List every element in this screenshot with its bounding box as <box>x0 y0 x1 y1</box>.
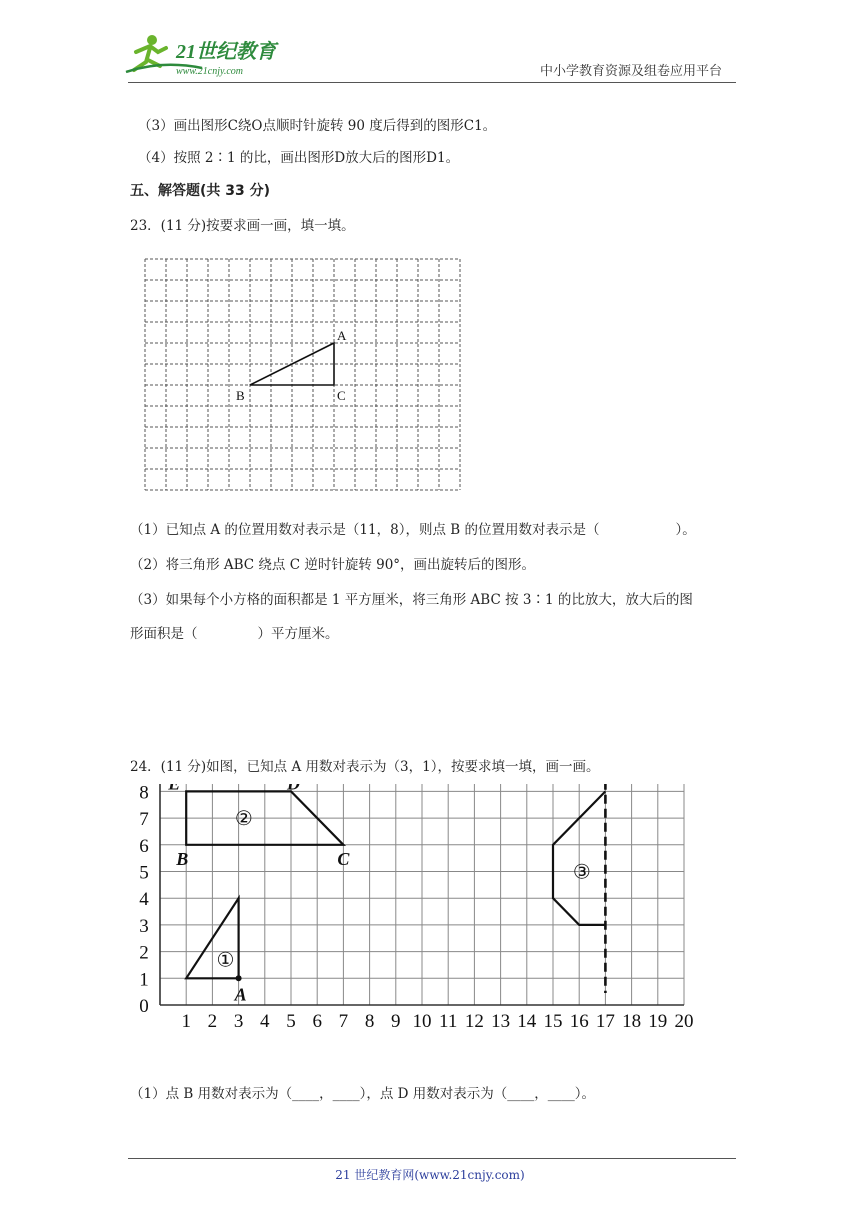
label-b: B <box>236 388 245 403</box>
x-tick-label: 20 <box>674 1011 694 1032</box>
label-c: C <box>337 848 350 869</box>
q22-part4: （4）按照 2∶1 的比，画出图形D放大后的图形D1。 <box>138 150 460 166</box>
shape-3-label: ③ <box>572 861 591 884</box>
q23-part3-end: ）平方厘米。 <box>257 626 339 642</box>
grid1-figure <box>140 254 470 502</box>
x-tick-label: 8 <box>364 1011 375 1032</box>
q24-part1: （1）点 B 用数对表示为（____，____），点 D 用数对表示为（____，____）。 <box>130 1086 595 1102</box>
label-e <box>167 784 180 793</box>
point-a <box>236 975 242 981</box>
grid2-figure <box>130 784 710 1068</box>
x-tick-label: 14 <box>517 1011 537 1032</box>
logo-url: www.21cnjy.com <box>176 66 244 77</box>
y-tick-label: 7 <box>139 809 149 831</box>
q23-part3-text: 形面积是（ <box>130 626 198 642</box>
x-tick-label: 18 <box>622 1011 642 1032</box>
q23-part3-line1: （3）如果每个小方格的面积都是 1 平方厘米，将三角形 ABC 按 3∶1 的比放大，放大后的图 <box>130 592 693 608</box>
q24-title: 24．(11 分)如图，已知点 A 用数对表示为（3，1），按要求填一填，画一画。 <box>130 759 600 775</box>
q23-title: 23．(11 分)按要求画一画，填一填。 <box>130 218 355 234</box>
logo-text: 21世纪教育 <box>176 41 276 63</box>
x-tick-label: 10 <box>412 1011 432 1032</box>
label-d <box>286 784 300 793</box>
section-title: 五、解答题(共 33 分) <box>130 183 271 199</box>
q22-part3: （3）画出图形C绕O点顺时针旋转 90 度后得到的图形C1。 <box>138 118 497 134</box>
header-divider <box>128 82 736 83</box>
shape-1-label: ① <box>216 949 235 972</box>
site-logo <box>122 30 292 80</box>
y-tick-label: 8 <box>139 784 149 804</box>
x-tick-label: 3 <box>233 1011 244 1032</box>
header-platform-text: 中小学教育资源及组卷应用平台 <box>540 64 723 79</box>
x-tick-label: 11 <box>439 1011 458 1032</box>
x-tick-label: 1 <box>181 1011 191 1032</box>
q23-part2: （2）将三角形 ABC 绕点 C 逆时针旋转 90°，画出旋转后的图形。 <box>130 557 536 573</box>
x-tick-label: 17 <box>595 1011 615 1032</box>
label-a: A <box>337 328 347 343</box>
label-b: B <box>176 848 189 869</box>
x-tick-label: 13 <box>491 1011 511 1032</box>
y-tick-label: 3 <box>139 915 149 937</box>
x-tick-label: 6 <box>312 1011 322 1032</box>
q23-part3-line2 <box>130 622 339 642</box>
x-tick-label: 12 <box>464 1011 484 1032</box>
y-tick-label: 0 <box>139 996 149 1017</box>
q23-part1 <box>130 518 696 538</box>
shape-2-label: ② <box>234 808 253 831</box>
x-tick-label: 15 <box>543 1011 563 1032</box>
y-tick-label: 5 <box>139 862 149 884</box>
y-tick-label: 1 <box>139 969 149 991</box>
footer-divider <box>128 1158 736 1159</box>
x-tick-label: 7 <box>338 1011 349 1032</box>
x-tick-label: 19 <box>648 1011 668 1032</box>
x-tick-label: 5 <box>286 1011 296 1032</box>
x-tick-label: 9 <box>391 1011 401 1032</box>
x-tick-label: 4 <box>260 1011 270 1032</box>
label-a: A <box>234 984 247 1005</box>
y-tick-label: 4 <box>139 889 149 911</box>
footer-text: 21 世纪教育网(www.21cnjy.com) <box>335 1168 525 1182</box>
y-tick-label: 6 <box>139 835 149 857</box>
q23-part1-end: ）。 <box>675 522 696 538</box>
label-c: C <box>337 388 346 403</box>
q23-part1-text: （1）已知点 A 的位置用数对表示是（11，8），则点 B 的位置用数对表示是（ <box>130 522 600 538</box>
x-tick-label: 2 <box>207 1011 218 1032</box>
y-tick-label: 2 <box>139 942 149 964</box>
x-tick-label: 16 <box>569 1011 589 1032</box>
